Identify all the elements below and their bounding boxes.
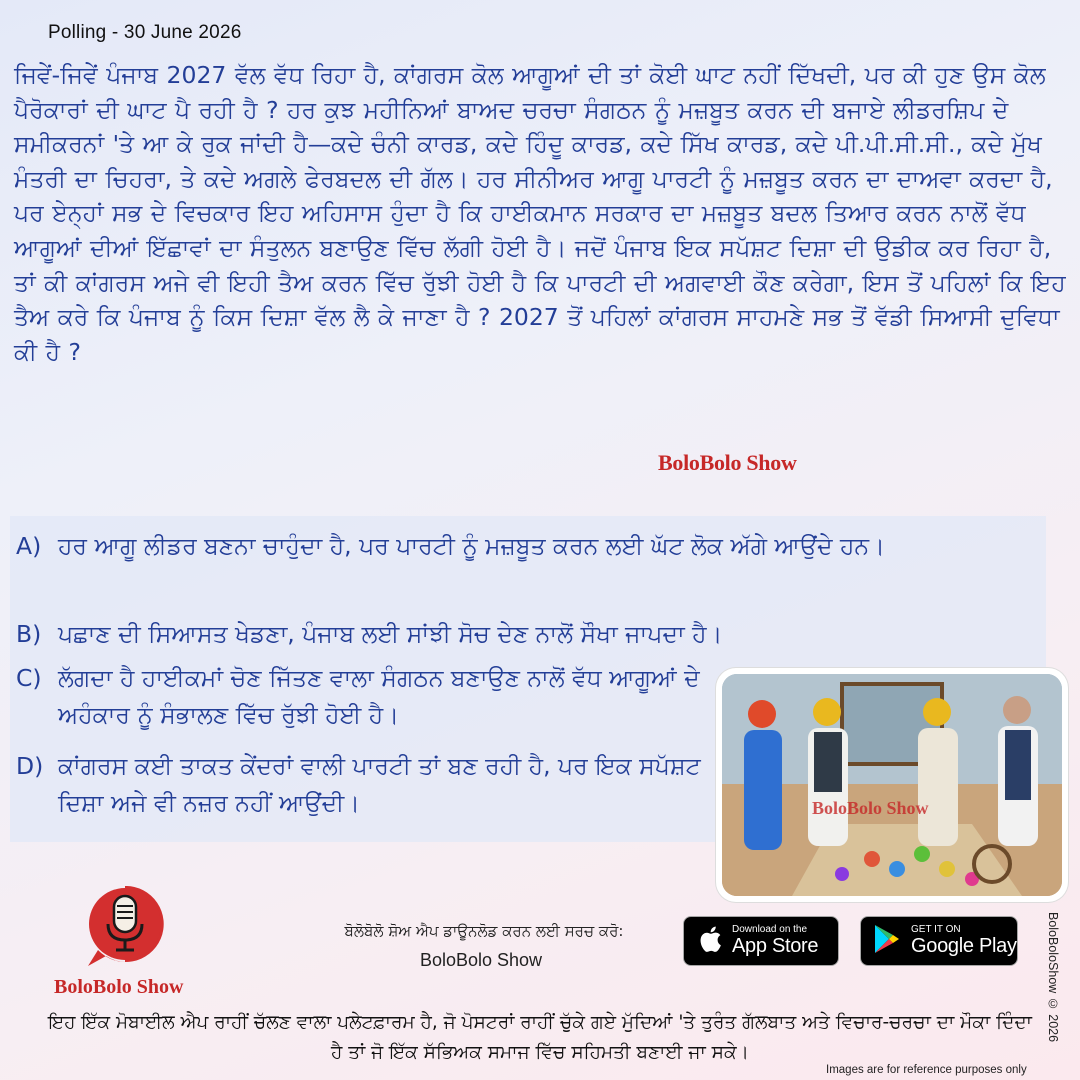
download-instructions: ਬੋਲੋਬੋਲੋ ਸ਼ੋਅ ਐਪ ਡਾਊਨਲੋਡ ਕਰਨ ਲਈ ਸਰਚ ਕਰੋ: — [344, 922, 624, 940]
option-letter: D) — [16, 752, 44, 780]
option-d[interactable] — [16, 748, 706, 822]
app-store-label: App Store — [732, 935, 819, 957]
google-play-icon — [873, 924, 903, 958]
google-play-small-label: GET IT ON — [911, 924, 961, 935]
reference-note: Images are for reference purposes only — [826, 1064, 1027, 1076]
illustration-frame — [716, 668, 1068, 902]
option-b[interactable] — [16, 616, 976, 653]
poll-question: ਜਿਵੇਂ-ਜਿਵੇਂ ਪੰਜਾਬ 2027 ਵੱਲ ਵੱਧ ਰਿਹਾ ਹੈ, ਕਾਂਗਰਸ ਕੋਲ ਆਗੂਆਂ ਦੀ ਤਾਂ ਕੋਈ ਘਾਟ ਨਹੀਂ ਦਿੱਖਦੀ, ਪਰ ਕੀ ਹੁਣ ਉਸ ਕੋਲ ਪੈਰੋਕਾਰਾਂ ਦੀ ਘਾਟ ਪੈ ਰਹੀ ਹੈ ? ਹਰ ਕੁਝ ਮਹੀਨਿਆਂ ਬਾਅਦ ਚਰਚਾ ਸੰਗਠਨ ਨੂੰ ਮਜ਼ਬੂਤ ਕਰਨ ਦੀ ਬਜਾਏ ਲੀਡਰਸ਼ਿਪ ਦੇ ਸਮੀਕਰਨਾਂ 'ਤੇ ਆ ਕੇ ਰੁਕ ਜਾਂਦੀ ਹੈ—ਕਦੇ ਚੰਨੀ ਕਾਰਡ, ਕਦੇ ਹਿੰਦੂ ਕਾਰਡ, ਕਦੇ ਸਿੱਖ ਕਾਰਡ, ਕਦੇ ਪੀ.ਪੀ.ਸੀ.ਸੀ., ਕਦੇ ਮੁੱਖ ਮੰਤਰੀ ਦਾ ਚਿਹਰਾ, ਤੇ ਕਦੇ ਅਗਲੇ ਫੇਰਬਦਲ ਦੀ ਗੱਲ। ਹਰ ਸੀਨੀਅਰ ਆਗੂ ਪਾਰਟੀ ਨੂੰ ਮਜ਼ਬੂਤ ਕਰਨ ਦਾ ਦਾਅਵਾ ਕਰਦਾ ਹੈ, ਪਰ ਏਨ੍ਹਾਂ ਸਭ ਦੇ ਵਿਚਕਾਰ ਇਹ ਅਹਿਸਾਸ ਹੁੰਦਾ ਹੈ ਕਿ ਹਾਈਕਮਾਨ ਸਰਕਾਰ ਦਾ ਮਜ਼ਬੂਤ ਬਦਲ ਤਿਆਰ ਕਰਨ ਨਾਲੋਂ ਵੱਧ ਆਗੂਆਂ ਦੀਆਂ ਇੱਛਾਵਾਂ ਦਾ ਸੰਤੁਲਨ ਬਣਾਉਣ ਵਿੱਚ ਲੱਗੀ ਹੋਈ ਹੈ। ਜਦੋਂ ਪੰਜਾਬ ਇਕ ਸਪੱਸ਼ਟ ਦਿਸ਼ਾ ਦੀ ਉਡੀਕ ਕਰ ਰਿਹਾ ਹੈ, ਤਾਂ ਕੀ ਕਾਂਗਰਸ ਅਜੇ ਵੀ ਇਹੀ ਤੈਅ ਕਰਨ ਵਿੱਚ ਰੁੱਝੀ ਹੋਈ ਹੈ ਕਿ ਪਾਰਟੀ ਦੀ ਅਗਵਾਈ ਕੌਣ ਕਰੇਗਾ, ਇਸ ਤੋਂ ਪਹਿਲਾਂ ਕਿ ਇਹ ਤੈਅ ਕਰੇ ਕਿ ਪੰਜਾਬ ਨੂੰ ਕਿਸ ਦਿਸ਼ਾ ਵੱਲ ਲੈ ਕੇ ਜਾਣਾ ਹੈ ? 2027 ਤੋਂ ਪਹਿਲਾਂ ਕਾਂਗਰਸ ਸਾਹਮਣੇ ਸਭ ਤੋਂ ਵੱਡੀ ਸਿਆਸੀ ਦੁਵਿਧਾ ਕੀ ਹੈ ? — [14, 61, 1066, 366]
brand-logo — [80, 880, 170, 972]
option-letter: A) — [16, 532, 42, 560]
option-letter: C) — [16, 664, 42, 692]
brand-logo-text: BoloBolo Show — [54, 976, 184, 998]
brand-label: BoloBolo Show — [658, 450, 797, 475]
app-store-small-label: Download on the — [732, 924, 808, 935]
footer-description: ਇਹ ਇੱਕ ਮੋਬਾਈਲ ਐਪ ਰਾਹੀਂ ਚੱਲਣ ਵਾਲਾ ਪਲੇਟਫ਼ਾਰਮ ਹੈ, ਜੋ ਪੋਸਟਰਾਂ ਰਾਹੀਂ ਚੁੱਕੇ ਗਏ ਮੁੱਦਿਆਂ 'ਤੇ ਤੁਰੰਤ ਗੱਲਬਾਤ ਅਤੇ ਵਿਚਾਰ-ਚਰਚਾ ਦਾ ਮੌਕਾ ਦਿੰਦਾ ਹੈ ਤਾਂ ਜੋ ਇੱਕ ਸੱਭਿਅਕ ਸਮਾਜ ਵਿੱਚ ਸਹਿਮਤੀ ਬਣਾਈ ਜਾ ਸਕੇ। — [48, 1012, 1032, 1063]
microphone-icon — [80, 880, 170, 972]
poll-date: Polling - 30 June 2026 — [48, 22, 242, 43]
google-play-button[interactable] — [860, 916, 1018, 966]
illustration-watermark: BoloBolo Show — [812, 798, 929, 818]
option-text: ਕਾਂਗਰਸ ਕਈ ਤਾਕਤ ਕੇਂਦਰਾਂ ਵਾਲੀ ਪਾਰਟੀ ਤਾਂ ਬਣ ਰਹੀ ਹੈ, ਪਰ ਇਕ ਸਪੱਸ਼ਟ ਦਿਸ਼ਾ ਅਜੇ ਵੀ ਨਜ਼ਰ ਨਹੀਂ ਆਉਂਦੀ। — [58, 752, 701, 817]
option-c[interactable] — [16, 660, 716, 734]
google-play-label: Google Play — [911, 935, 1017, 957]
option-text: ਲੱਗਦਾ ਹੈ ਹਾਈਕਮਾਂ ਚੋਣ ਜਿੱਤਣ ਵਾਲਾ ਸੰਗਠਨ ਬਣਾਉਣ ਨਾਲੋਂ ਵੱਧ ਆਗੂਆਂ ਦੇ ਅਹੰਕਾਰ ਨੂੰ ਸੰਭਾਲਣ ਵਿੱਚ ਰੁੱਝੀ ਹੋਈ ਹੈ। — [58, 664, 700, 729]
copyright: BoloBoloShow © 2026 — [1046, 912, 1060, 1043]
option-text: ਹਰ ਆਗੂ ਲੀਡਰ ਬਣਨਾ ਚਾਹੁੰਦਾ ਹੈ, ਪਰ ਪਾਰਟੀ ਨੂੰ ਮਜ਼ਬੂਤ ਕਰਨ ਲਈ ਘੱਟ ਲੋਕ ਅੱਗੇ ਆਉਂਦੇ ਹਨ। — [58, 532, 885, 560]
apple-icon — [698, 925, 724, 957]
illustration-image — [722, 674, 1062, 896]
illustration-svg — [722, 674, 1062, 896]
option-letter: B) — [16, 620, 42, 648]
app-store-button[interactable] — [683, 916, 839, 966]
option-text: ਪਛਾਣ ਦੀ ਸਿਆਸਤ ਖੇਡਣਾ, ਪੰਜਾਬ ਲਈ ਸਾਂਝੀ ਸੋਚ ਦੇਣ ਨਾਲੋਂ ਸੌਖਾ ਜਾਪਦਾ ਹੈ। — [58, 620, 723, 648]
option-a[interactable] — [16, 528, 976, 565]
download-app-name: BoloBolo Show — [419, 950, 543, 970]
